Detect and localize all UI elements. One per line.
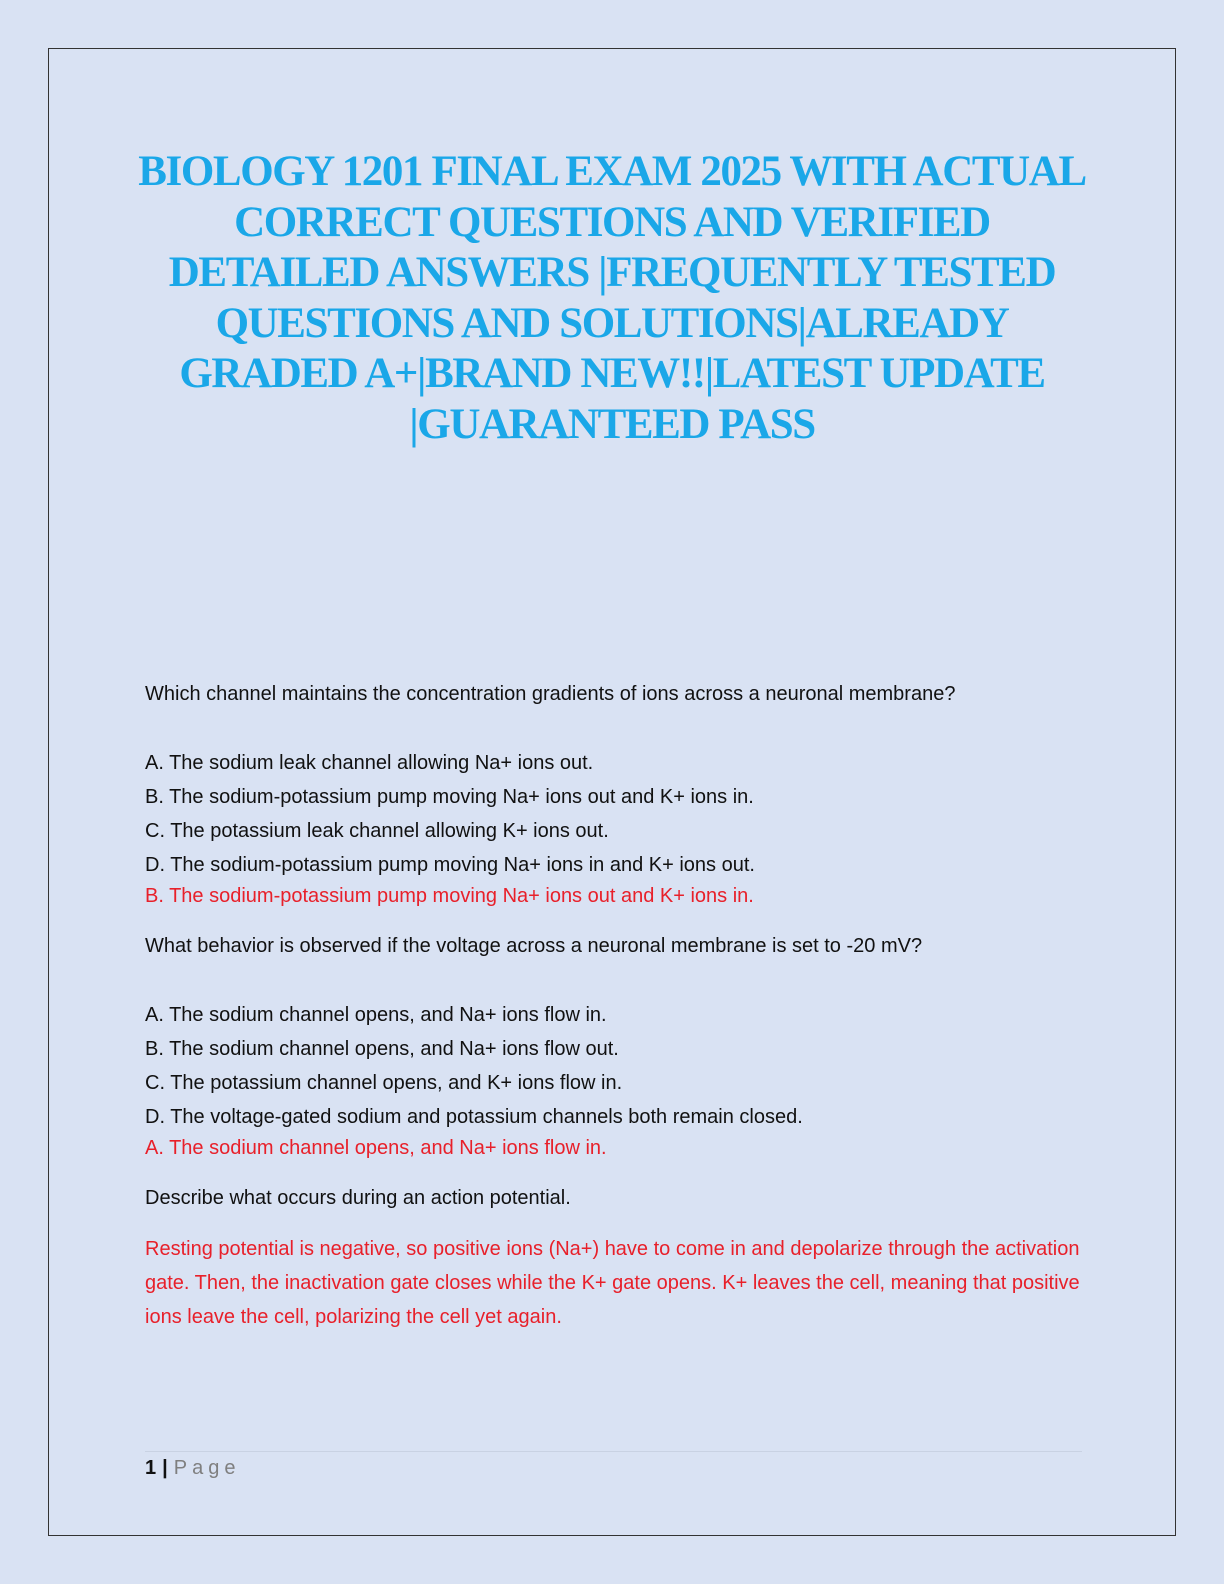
page-footer bbox=[145, 1454, 240, 1482]
question-block-3 bbox=[145, 1184, 1085, 1334]
option-c: C. The potassium channel opens, and K+ ions flow in. bbox=[145, 1072, 623, 1094]
answer-text: A. The sodium channel opens, and Na+ ions flow in. bbox=[145, 1137, 607, 1159]
option-a: A. The sodium leak channel allowing Na+ ions out. bbox=[145, 752, 594, 774]
option-b: B. The sodium channel opens, and Na+ ions flow out. bbox=[145, 1038, 619, 1060]
question-block-2 bbox=[145, 932, 1085, 1162]
option-b: B. The sodium-potassium pump moving Na+ ions out and K+ ions in. bbox=[145, 786, 754, 808]
answer-text: B. The sodium-potassium pump moving Na+ ions out and K+ ions in. bbox=[145, 885, 754, 907]
document-title: BIOLOGY 1201 FINAL EXAM 2025 WITH ACTUAL CORRECT QUESTIONS AND VERIFIED DETAILED ANSWERS |FREQUENTLY TESTED QUESTIONS AND SOLUTIONS|ALREADY GRADED A+|BRAND NEW!!|LATEST UPDATE |GUARANTEED PASS bbox=[138, 148, 1086, 448]
question-text: What behavior is observed if the voltage across a neuronal membrane is set to -20 mV? bbox=[145, 935, 923, 957]
page-separator: | bbox=[162, 1457, 168, 1479]
page-label: Page bbox=[173, 1457, 241, 1479]
option-d: D. The voltage-gated sodium and potassium channels both remain closed. bbox=[145, 1106, 803, 1128]
options-list bbox=[145, 746, 1085, 882]
qa-content bbox=[145, 680, 1085, 1334]
question-text: Which channel maintains the concentration gradients of ions across a neuronal membrane? bbox=[145, 683, 956, 705]
page-number: 1 bbox=[145, 1457, 157, 1479]
question-text: Describe what occurs during an action potential. bbox=[145, 1187, 571, 1209]
option-a: A. The sodium channel opens, and Na+ ions flow in. bbox=[145, 1004, 607, 1026]
footer-divider bbox=[145, 1451, 1082, 1452]
option-c: C. The potassium leak channel allowing K+ ions out. bbox=[145, 820, 609, 842]
answer-text: Resting potential is negative, so positive ions (Na+) have to come in and depolarize through the activation gate. Then, the inactivation gate closes while the K+ gate opens. K+ leaves the cell, meaning that positive ions leave the cell, polarizing the cell yet again. bbox=[145, 1238, 1080, 1328]
option-d: D. The sodium-potassium pump moving Na+ ions in and K+ ions out. bbox=[145, 854, 755, 876]
options-list bbox=[145, 998, 1085, 1134]
question-block-1 bbox=[145, 680, 1085, 910]
